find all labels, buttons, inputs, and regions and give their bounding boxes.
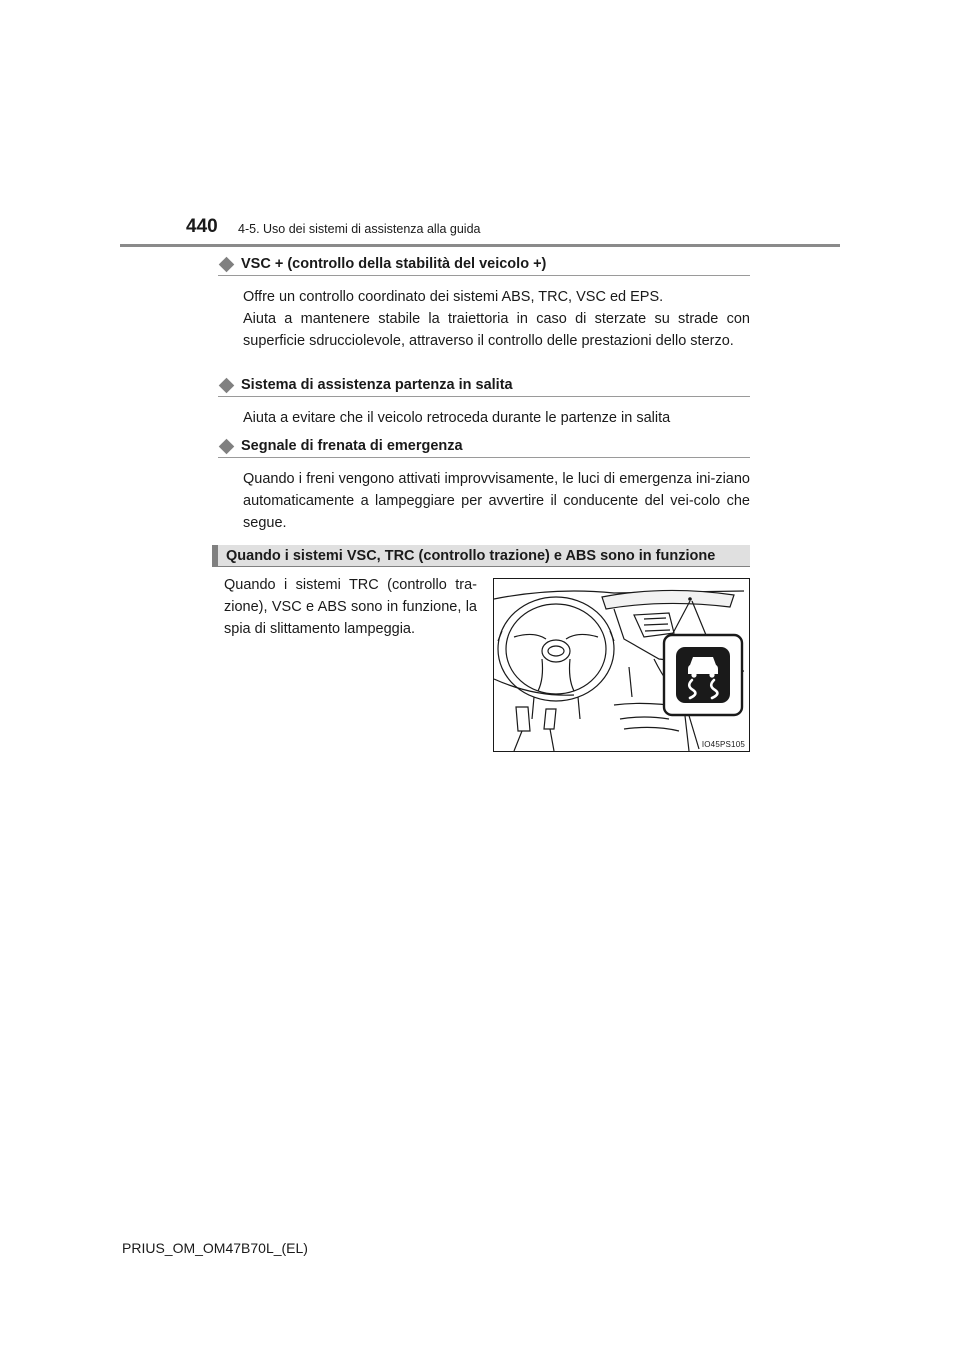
section-title: Segnale di frenata di emergenza: [241, 438, 463, 454]
paragraph: Aiuta a mantenere stabile la traiettoria in caso di sterzate su strade con superficie sdrucciolevole, attraverso il controllo delle prestazioni dello sterzo.: [243, 311, 750, 349]
diamond-bullet-icon: [219, 438, 235, 454]
section-body: [243, 286, 750, 352]
section-title: VSC + (controllo della stabilità del veicolo +): [241, 256, 547, 272]
paragraph: Quando i freni vengono attivati improvvisamente, le luci di emergenza ini-ziano automaticamente a lampeggiare per avvertire il conducente del vei-colo che segue.: [243, 471, 750, 531]
section-body: [243, 468, 750, 534]
header-rule: [120, 244, 840, 247]
section-vsc-plus: [218, 256, 750, 352]
document-code: PRIUS_OM_OM47B70L_(EL): [122, 1240, 308, 1256]
diamond-bullet-icon: [219, 256, 235, 272]
page-number: 440: [186, 216, 218, 237]
dashboard-illustration: [494, 579, 750, 752]
info-box-text: Quando i sistemi TRC (controllo tra-zione), VSC e ABS sono in funzione, la spia di slittamento lampeggia.: [224, 577, 477, 637]
slip-indicator-icon: [664, 635, 742, 715]
section-heading: [218, 438, 750, 458]
section-heading: [218, 256, 750, 276]
info-box-title: Quando i sistemi VSC, TRC (controllo trazione) e ABS sono in funzione: [212, 545, 750, 567]
diamond-bullet-icon: [219, 377, 235, 393]
paragraph: Offre un controllo coordinato dei sistemi ABS, TRC, VSC ed EPS.: [243, 289, 664, 305]
section-title: Sistema di assistenza partenza in salita: [241, 377, 513, 393]
section-body: [243, 407, 750, 429]
figure-code: IO45PS105: [701, 740, 745, 749]
section-hill-start-assist: [218, 377, 750, 429]
dashboard-figure: [493, 578, 750, 752]
section-emergency-brake-signal: [218, 438, 750, 534]
chapter-title: 4-5. Uso dei sistemi di assistenza alla guida: [238, 222, 481, 236]
paragraph: Aiuta a evitare che il veicolo retroceda durante le partenze in salita: [243, 410, 671, 426]
section-heading: [218, 377, 750, 397]
